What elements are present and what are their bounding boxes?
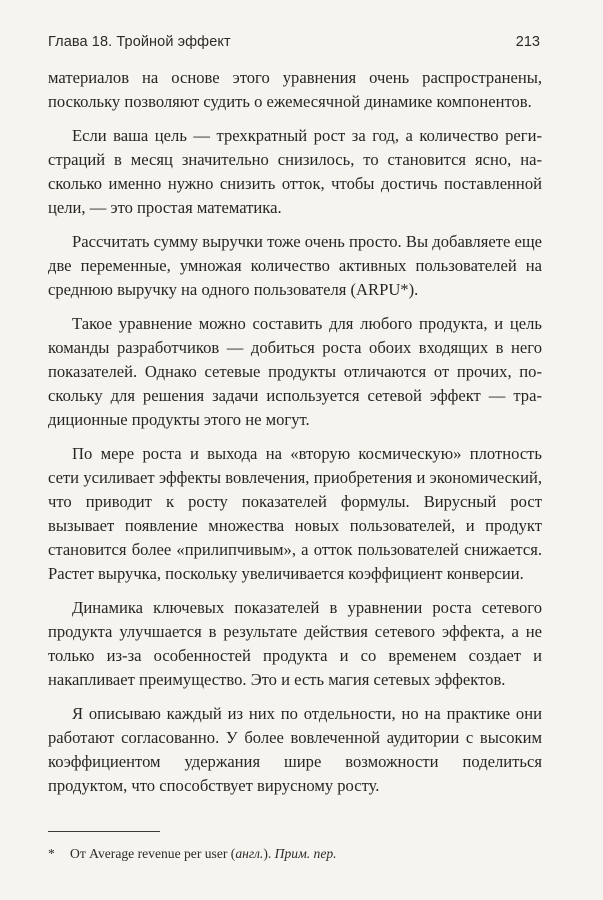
paragraph-2: Если ваша цель — трехкратный рост за год, а количество регистраций в месяц значительно снизилось, то становится ясно, насколько именно нужно снизить отток, чтобы достичь поставленной цели, — это простая математика. [48, 126, 542, 217]
paragraph-3: Рассчитать сумму выручки тоже очень просто. Вы добавляете еще две переменные, умножая количество активных пользователей на среднюю выручку на одного пользователя (ARPU*). [48, 232, 542, 299]
paragraph-5: По мере роста и выхода на «вторую космическую» плотность сети усиливает эффекты вовлечения, приобретения и экономический, что приводит к росту показателей формулы. Вирусный рост вызывает появление множества новых пользователей, и продукт становится более «прилипчивым», а отток пользователей снижается. Растет выручка, поскольку увеличивается коэффициент конверсии. [48, 444, 542, 583]
footnote-text-after: ). [263, 846, 275, 861]
paragraph-7: Я описываю каждый из них по отдельности, но на практике они работают согласованно. У более вовлеченной аудитории с высоким коэффициентом удержания шире возможности поделиться продуктом, что способствует вирусному росту. [48, 704, 542, 795]
paragraph-6: Динамика ключевых показателей в уравнении роста сетевого продукта улучшается в результате действия сетевого эффекта, а не только из-за особенностей продукта и со временем создает и накапливает преимущество. Это и есть магия сетевых эффектов. [48, 598, 542, 689]
page-number: 213 [515, 34, 540, 50]
footnote [48, 845, 337, 863]
footnote-separator [48, 831, 160, 832]
footnote-mark: * [48, 846, 55, 861]
paragraph-1: материалов на основе этого уравнения очень распространены, поскольку позволяют судить о ежемесячной динамике компонентов. [48, 68, 542, 111]
footnote-translator-note: Прим. пер. [274, 846, 337, 861]
footnote-lang-note: англ. [235, 846, 264, 861]
footnote-text: От Average revenue per user ( [70, 846, 236, 861]
body-text [48, 66, 542, 808]
running-head-chapter: Глава 18. Тройной эффект [48, 34, 231, 50]
paragraph-4: Такое уравнение можно составить для любого продукта, и цель команды разработчиков — добиться роста обоих входящих в него показателей. Однако сетевые продукты отличаются от прочих, поскольку для решения задачи используется сетевой эффект — традиционные продукты этого не могут. [48, 314, 542, 429]
